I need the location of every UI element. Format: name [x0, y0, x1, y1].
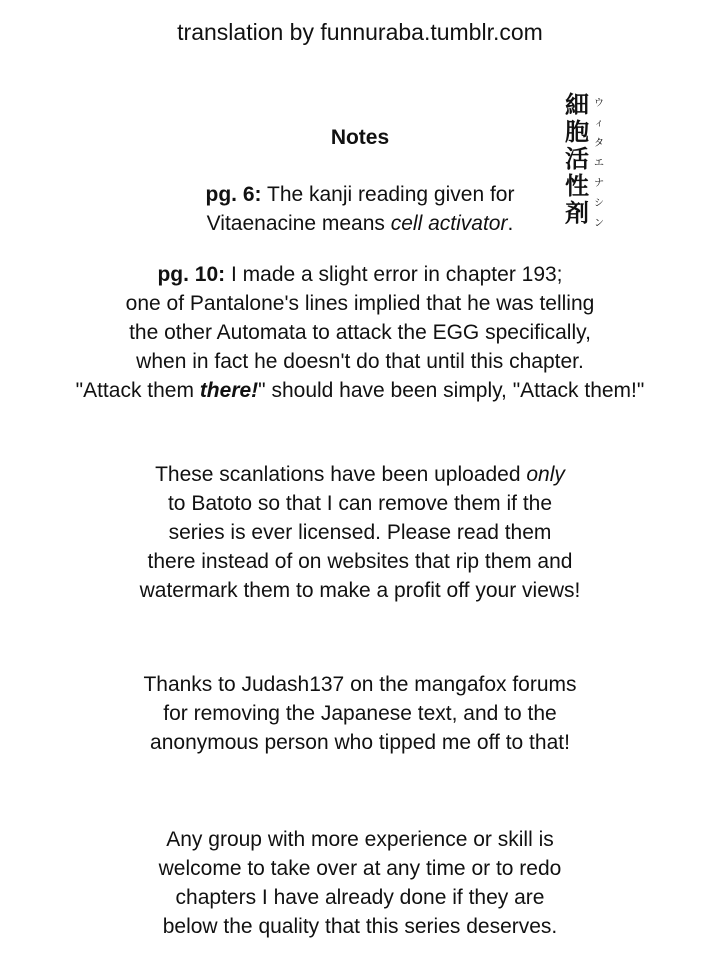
translator-credit: translation by funnuraba.tumblr.com [177, 19, 543, 45]
kanji-column [562, 92, 592, 227]
thanks-notice [0, 670, 720, 757]
note-line: one of Pantalone's lines implied that he was telling [125, 292, 595, 315]
group-notice [0, 825, 720, 941]
note-pg6 [160, 180, 560, 238]
note-line: when in fact he doesn't do that until this chapter. [136, 350, 584, 373]
notice-line: there instead of on websites that rip them and [147, 550, 573, 573]
notice-line: to Batoto so that I can remove them if the [167, 492, 553, 515]
note-text: "Attack them [75, 379, 200, 402]
thanks-line: Thanks to Judash137 on the mangafox forums [143, 673, 577, 696]
note-emphasis: there! [199, 379, 259, 402]
note-line [160, 209, 560, 238]
note-line [0, 376, 720, 405]
note-label: pg. 10: [157, 263, 226, 286]
note-text: " should have been simply, "Attack them!" [258, 379, 645, 402]
notice-line [0, 460, 720, 489]
kanji-char: 細 [565, 91, 589, 119]
furigana-char: ウ [594, 98, 604, 109]
note-emphasis: cell activator [390, 212, 508, 235]
kanji-char: 性 [565, 172, 589, 200]
notice-text: These scanlations have been uploaded [155, 463, 527, 486]
note-line: the other Automata to attack the EGG specifically, [129, 321, 591, 344]
furigana-char: シ [594, 198, 604, 209]
group-line: below the quality that this series deserves. [162, 915, 558, 938]
kanji-char: 剤 [565, 199, 589, 227]
kanji-char: 活 [565, 145, 589, 173]
notice-emphasis: only [526, 463, 565, 486]
notice-line: series is ever licensed. Please read them [168, 521, 552, 544]
note-line [160, 180, 560, 209]
notice-line: watermark them to make a profit off your views! [139, 579, 581, 602]
kanji-char: 胞 [565, 118, 589, 146]
furigana-column [592, 94, 606, 234]
note-label: pg. 6: [205, 183, 262, 206]
furigana-char: タ [594, 138, 604, 149]
furigana-char: エ [594, 158, 604, 169]
group-line: chapters I have already done if they are [175, 886, 545, 909]
upload-notice [0, 460, 720, 605]
page-title: Notes [330, 126, 390, 149]
group-line: welcome to take over at any time or to redo [158, 857, 562, 880]
note-pg10 [0, 260, 720, 405]
furigana-char: ン [594, 218, 604, 229]
note-text: Vitaenacine means [206, 212, 391, 235]
furigana-char: ィ [594, 118, 604, 129]
kanji-reading-illustration [562, 92, 608, 232]
note-line [0, 260, 720, 289]
furigana-char: ナ [594, 178, 604, 189]
group-line: Any group with more experience or skill is [166, 828, 554, 851]
note-text: I made a slight error in chapter 193; [225, 263, 563, 286]
thanks-line: for removing the Japanese text, and to the [163, 702, 557, 725]
note-text: The kanji reading given for [261, 183, 515, 206]
thanks-line: anonymous person who tipped me off to that! [150, 731, 570, 754]
note-text: . [507, 212, 514, 235]
